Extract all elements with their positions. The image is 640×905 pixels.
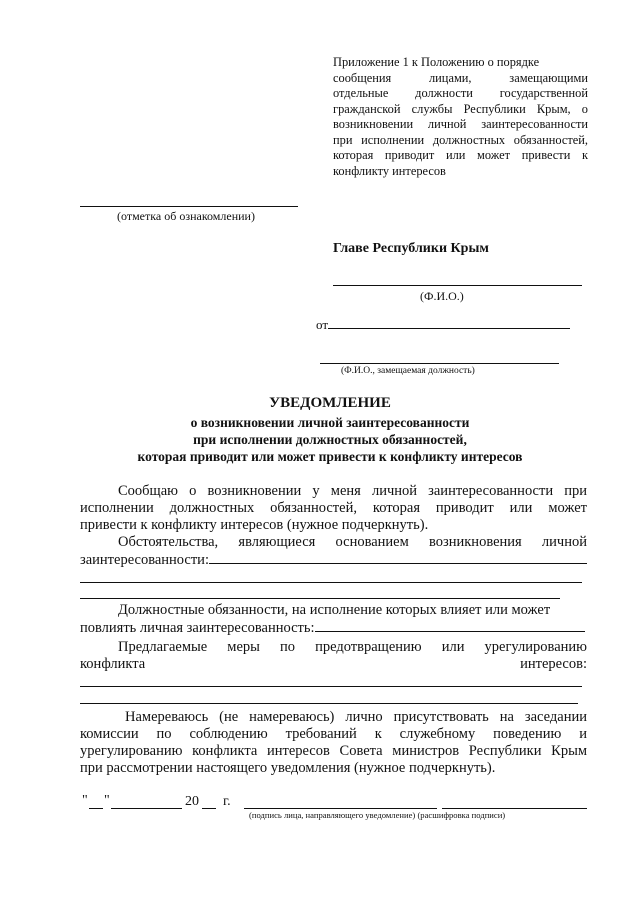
paragraph-line: Должностные обязанности, на исполнение которых влияет или может bbox=[118, 602, 551, 618]
paragraph-line: Обстоятельства, являющиеся основанием возникновения личной bbox=[118, 534, 587, 550]
paragraph-line: привести к конфликту интересов (нужное подчеркнуть). bbox=[80, 517, 429, 533]
paragraph-line: исполнении должностных обязанностей, которая приводит или может bbox=[80, 500, 587, 516]
appendix-line: отдельные должности государственной bbox=[333, 86, 588, 100]
paragraph-line: комиссии по соблюдению требований к служебному поведению и bbox=[80, 726, 587, 742]
date-year-suffix: г. bbox=[223, 794, 231, 809]
date-month-line[interactable] bbox=[111, 808, 182, 809]
circumstances-input-line[interactable] bbox=[80, 598, 560, 599]
duties-input-line[interactable] bbox=[315, 619, 585, 632]
addressee: Главе Республики Крым bbox=[333, 241, 489, 256]
paragraph-line: повлиять личная заинтересованность: bbox=[80, 620, 315, 636]
fio-line[interactable] bbox=[333, 285, 582, 286]
paragraph-circumstances bbox=[80, 534, 587, 569]
paragraph-line: при рассмотрении настоящего уведомления (нужное подчеркнуть). bbox=[80, 760, 496, 776]
appendix-line: конфликту интересов bbox=[333, 163, 446, 178]
paragraph-measures bbox=[80, 639, 587, 673]
notice-subtitle: о возникновении личной заинтересованности bbox=[190, 415, 470, 430]
paragraph-word: интересов: bbox=[520, 656, 587, 672]
appendix-line: сообщения лицами, замещающими bbox=[333, 70, 588, 85]
notice-subtitle: при исполнении должностных обязанностей, bbox=[193, 432, 467, 447]
fio-caption: (Ф.И.О.) bbox=[420, 289, 464, 303]
paragraph-line: Предлагаемые меры по предотвращению или урегулированию bbox=[118, 639, 587, 655]
appendix-line: при исполнении должностных обязанностей, bbox=[333, 132, 588, 147]
paragraph-line: Сообщаю о возникновении у меня личной заинтересованности при bbox=[118, 483, 587, 499]
signature-line[interactable] bbox=[244, 808, 437, 809]
paragraph-duties bbox=[80, 602, 587, 637]
date-close-quote: " bbox=[104, 793, 110, 808]
paragraph-word: конфликта bbox=[80, 656, 146, 672]
fio-position-caption: (Ф.И.О., замещаемая должность) bbox=[341, 366, 475, 376]
date-open-quote: " bbox=[82, 793, 88, 808]
appendix-line: которая приводит или может привести к bbox=[333, 148, 588, 162]
signature-caption: (подпись лица, направляющего уведомление) (расшифровка подписи) bbox=[249, 810, 506, 820]
paragraph-line: Намереваюсь (не намереваюсь) лично присутствовать на заседании bbox=[125, 709, 587, 725]
measures-input-line[interactable] bbox=[80, 686, 582, 687]
acknowledgement-caption: (отметка об ознакомлении) bbox=[117, 209, 255, 223]
signature-decode-line[interactable] bbox=[442, 808, 587, 809]
fio-position-line[interactable] bbox=[320, 363, 559, 364]
notice-title: УВЕДОМЛЕНИЕ bbox=[269, 395, 391, 411]
measures-input-line[interactable] bbox=[80, 703, 578, 704]
date-year-line[interactable] bbox=[202, 808, 216, 809]
date-day-line[interactable] bbox=[89, 808, 103, 809]
appendix-line: Приложение 1 к Положению о порядке bbox=[333, 55, 540, 69]
date-year-prefix: 20 bbox=[185, 794, 199, 809]
appendix-line: гражданской службы Республики Крым, о bbox=[333, 101, 588, 116]
paragraph-line: заинтересованности: bbox=[80, 552, 209, 568]
from-label: от bbox=[316, 317, 329, 332]
circumstances-input-line[interactable] bbox=[80, 582, 582, 583]
appendix-line: возникновении личной заинтересованности bbox=[333, 117, 588, 131]
appendix-header bbox=[333, 55, 588, 179]
paragraph-attendance bbox=[80, 709, 587, 777]
paragraph-report bbox=[80, 483, 587, 534]
paragraph-line: урегулированию конфликта интересов Совета министров Республики Крым bbox=[80, 743, 587, 759]
from-line[interactable] bbox=[328, 328, 570, 329]
circumstances-input-line[interactable] bbox=[209, 551, 587, 564]
acknowledgement-line[interactable] bbox=[80, 206, 298, 207]
notice-subtitle: которая приводит или может привести к конфликту интересов bbox=[137, 449, 523, 464]
